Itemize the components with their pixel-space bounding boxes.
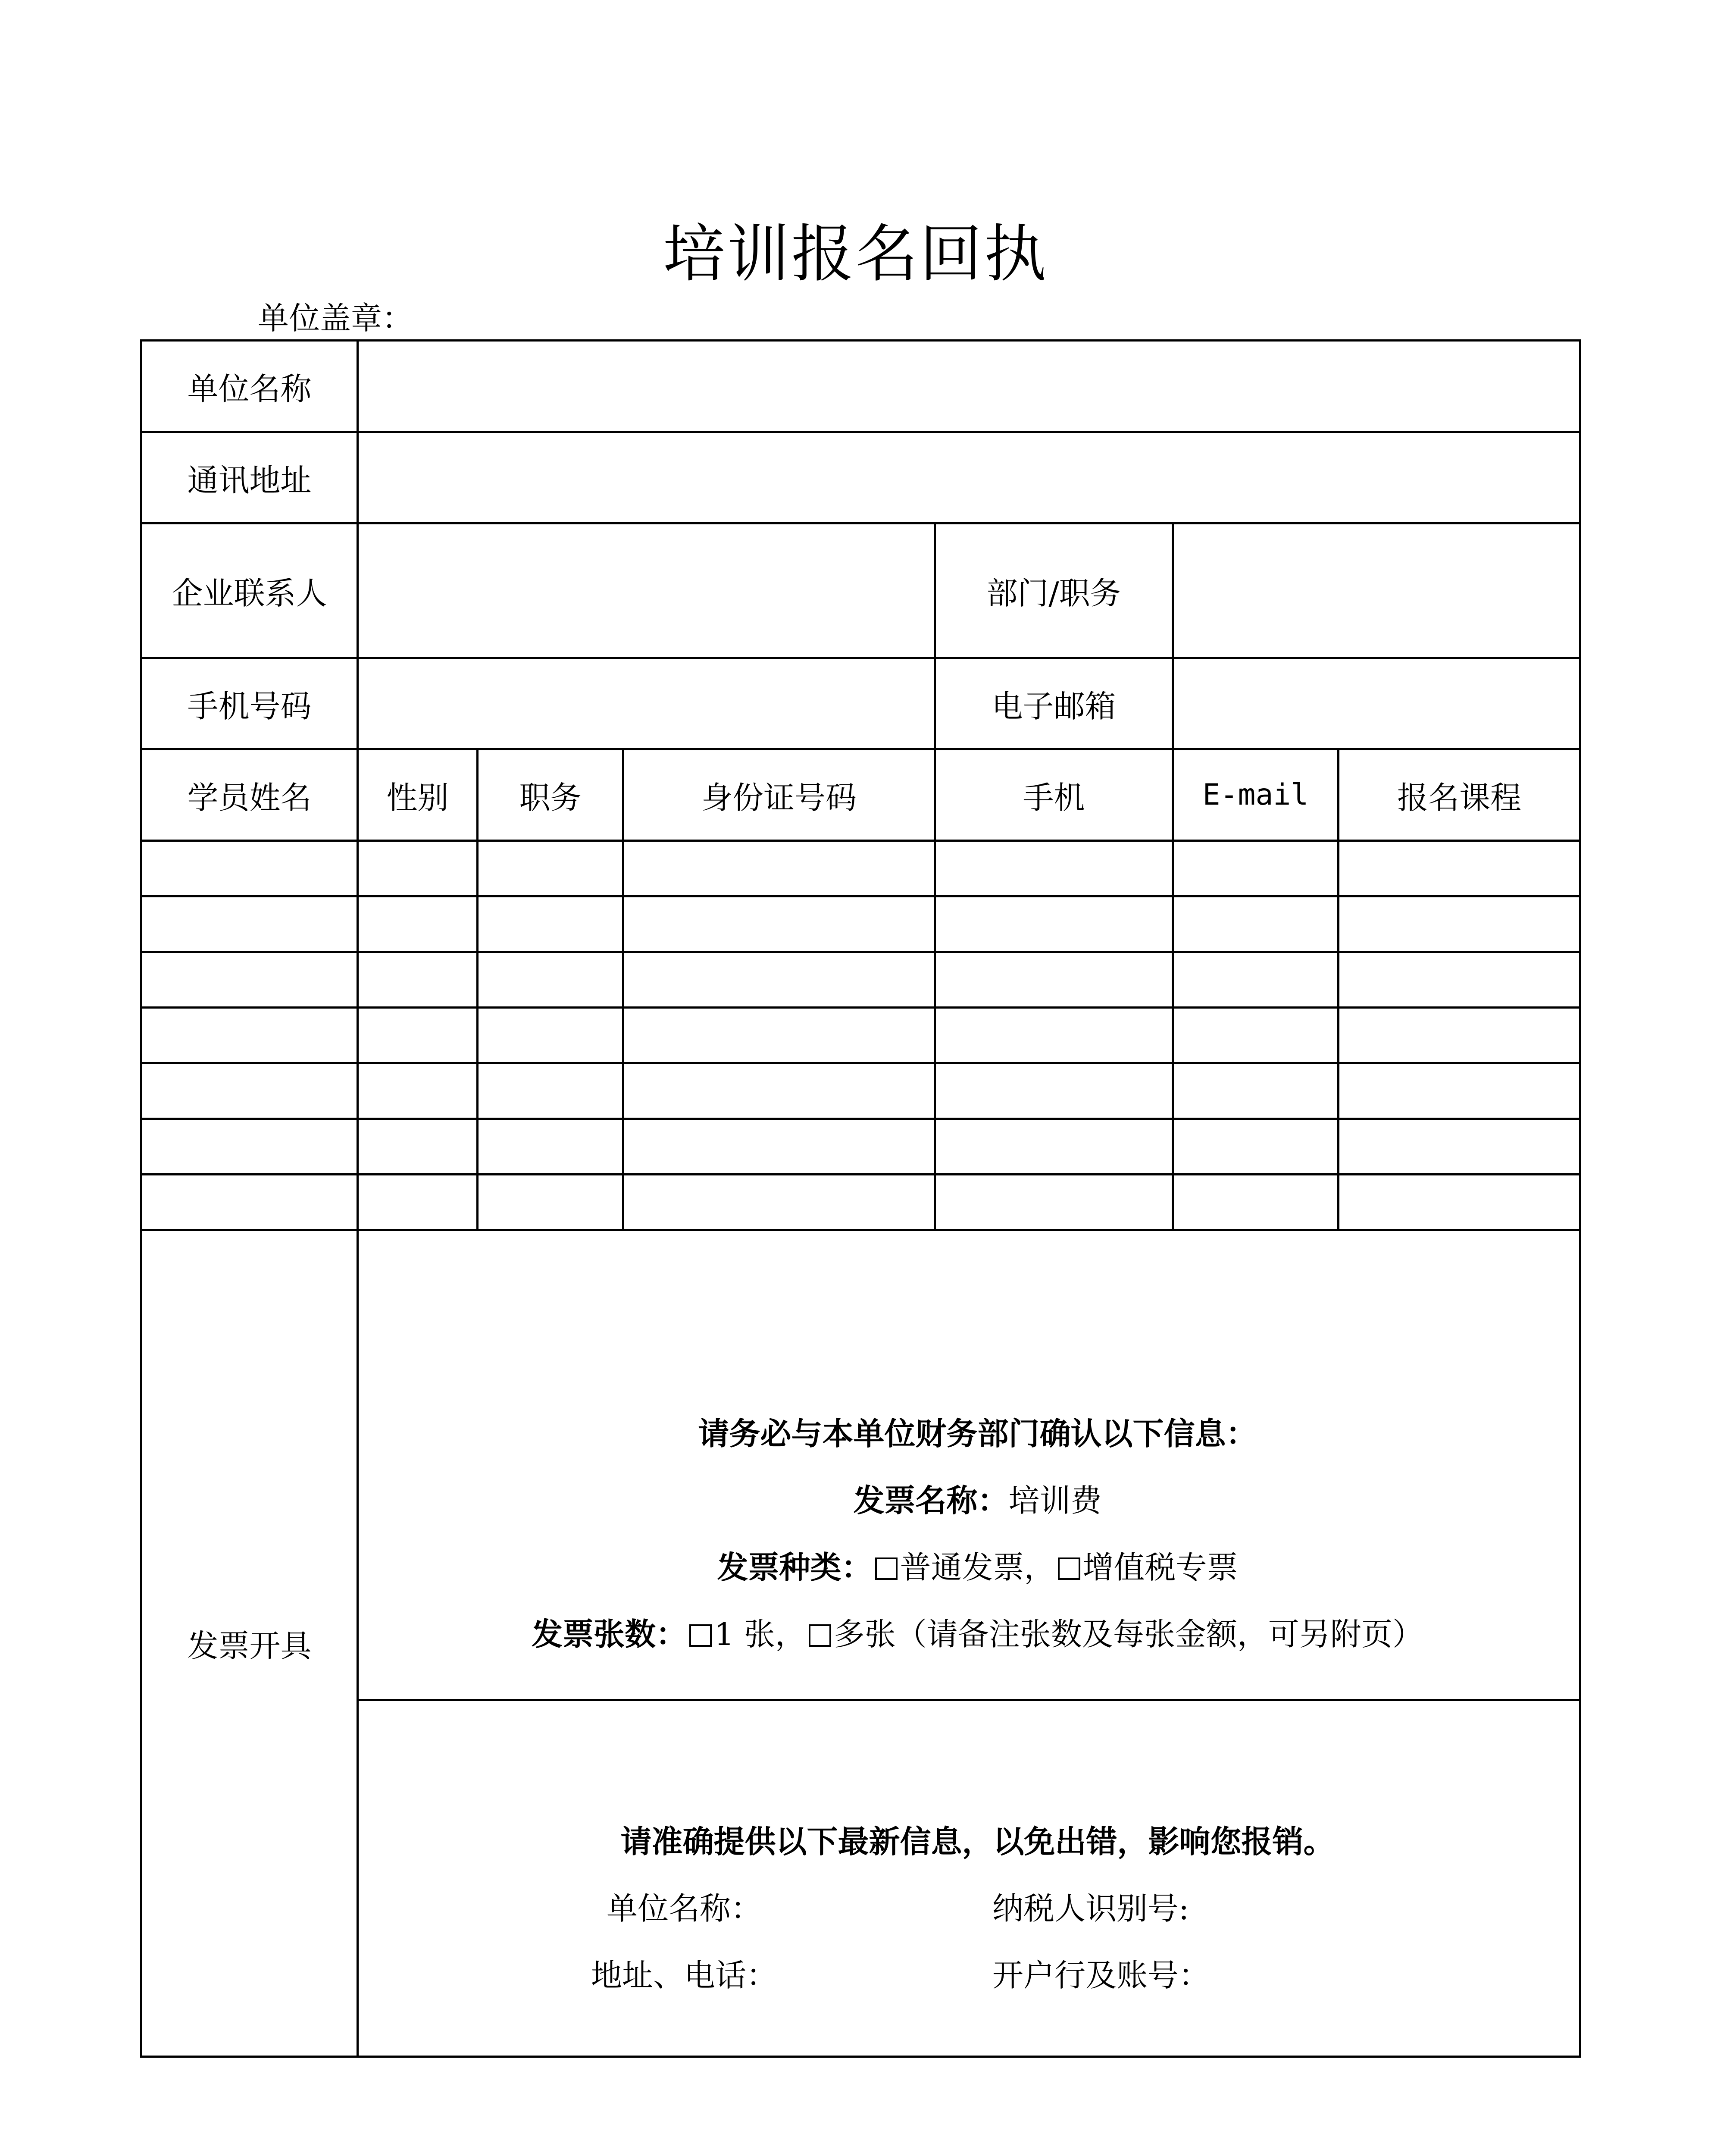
invoice-info-section	[358, 1700, 1580, 2057]
label-invoice: 发票开具	[141, 1230, 358, 2057]
cell[interactable]	[1339, 896, 1580, 952]
input-email[interactable]	[1173, 658, 1580, 749]
cell[interactable]	[1339, 1175, 1580, 1230]
cell[interactable]	[935, 841, 1173, 896]
cell[interactable]	[935, 1175, 1173, 1230]
label-dept-title: 部门/职务	[935, 523, 1173, 658]
invoice-info-heading: 请准确提供以下最新信息，以免出错，影响您报销。	[620, 1823, 1335, 1860]
cell[interactable]	[141, 1175, 358, 1230]
input-address[interactable]	[358, 432, 1580, 523]
cell[interactable]	[358, 896, 478, 952]
col-header-phone: 手机	[935, 749, 1173, 841]
input-company-name[interactable]	[358, 341, 1580, 432]
label-email: 电子邮箱	[935, 658, 1173, 749]
cell[interactable]	[623, 1063, 935, 1119]
cell[interactable]	[623, 952, 935, 1008]
invoice-name-value: 培训费	[1008, 1482, 1102, 1519]
label-contact: 企业联系人	[141, 523, 358, 658]
invoice-count-opt1: 1 张，	[714, 1616, 806, 1652]
cell[interactable]	[1173, 1063, 1339, 1119]
invoice-count-opt2: 多张（请备注张数及每张金额，可另附页）	[833, 1616, 1423, 1652]
cell[interactable]	[358, 1175, 478, 1230]
cell[interactable]	[623, 1119, 935, 1175]
table-row	[141, 1175, 1580, 1230]
invoice-count-label: 发票张数：	[532, 1616, 687, 1652]
cell[interactable]	[1339, 841, 1580, 896]
input-contact[interactable]	[358, 523, 935, 658]
cell[interactable]	[141, 1063, 358, 1119]
checkbox-one-invoice[interactable]	[689, 1624, 712, 1647]
checkbox-multiple-invoice[interactable]	[809, 1624, 831, 1647]
cell[interactable]	[935, 1063, 1173, 1119]
cell[interactable]	[358, 1119, 478, 1175]
table-row	[141, 1119, 1580, 1175]
cell[interactable]	[141, 1119, 358, 1175]
cell[interactable]	[141, 1008, 358, 1063]
cell[interactable]	[478, 896, 623, 952]
cell[interactable]	[358, 841, 478, 896]
cell[interactable]	[478, 841, 623, 896]
table-row	[141, 896, 1580, 952]
input-dept-title[interactable]	[1173, 523, 1580, 658]
input-mobile[interactable]	[358, 658, 935, 749]
cell[interactable]	[141, 896, 358, 952]
cell[interactable]	[623, 1175, 935, 1230]
invoice-type-line	[376, 1534, 1579, 1601]
trainee-header-row	[141, 749, 1580, 841]
cell[interactable]	[935, 1119, 1173, 1175]
cell[interactable]	[1173, 1008, 1339, 1063]
col-header-course: 报名课程	[1339, 749, 1580, 841]
checkbox-vat-invoice[interactable]	[1058, 1557, 1080, 1580]
cell[interactable]	[1173, 1175, 1339, 1230]
invoice-info-row-1	[376, 1875, 1579, 1942]
label-mobile: 手机号码	[141, 658, 358, 749]
stamp-label: 单位盖章：	[258, 300, 413, 336]
col-header-position: 职务	[478, 749, 623, 841]
invoice-name-line	[376, 1467, 1579, 1534]
cell[interactable]	[935, 952, 1173, 1008]
invoice-type-label: 发票种类：	[717, 1549, 873, 1586]
col-header-email: E-mail	[1173, 749, 1339, 841]
table-row	[141, 1063, 1580, 1119]
cell[interactable]	[1339, 1008, 1580, 1063]
cell[interactable]	[1173, 1119, 1339, 1175]
invoice-address-phone-label: 地址、电话：	[591, 1957, 777, 1993]
label-company-name: 单位名称	[141, 341, 358, 432]
invoice-name-label: 发票名称：	[853, 1482, 1009, 1519]
cell[interactable]	[1339, 1063, 1580, 1119]
cell[interactable]	[1173, 896, 1339, 952]
cell[interactable]	[478, 1008, 623, 1063]
cell[interactable]	[478, 952, 623, 1008]
checkbox-regular-invoice[interactable]	[875, 1557, 898, 1580]
table-row	[141, 841, 1580, 896]
invoice-company-name-label: 单位名称：	[606, 1890, 762, 1927]
cell[interactable]	[478, 1175, 623, 1230]
invoice-tax-id-label: 纳税人识别号:	[992, 1890, 1189, 1927]
col-header-gender: 性别	[358, 749, 478, 841]
table-row	[141, 1008, 1580, 1063]
cell[interactable]	[935, 1008, 1173, 1063]
cell[interactable]	[141, 952, 358, 1008]
cell[interactable]	[623, 841, 935, 896]
registration-form	[140, 339, 1581, 2058]
cell[interactable]	[623, 896, 935, 952]
col-header-name: 学员姓名	[141, 749, 358, 841]
invoice-count-line	[376, 1601, 1579, 1668]
cell[interactable]	[1339, 952, 1580, 1008]
cell[interactable]	[358, 1063, 478, 1119]
cell[interactable]	[358, 952, 478, 1008]
invoice-confirm-heading: 请务必与本单位财务部门确认以下信息：	[698, 1415, 1257, 1452]
cell[interactable]	[141, 841, 358, 896]
cell[interactable]	[1339, 1119, 1580, 1175]
table-row	[141, 952, 1580, 1008]
cell[interactable]	[358, 1008, 478, 1063]
invoice-info-row-2	[376, 1942, 1579, 2009]
cell[interactable]	[623, 1008, 935, 1063]
label-address: 通讯地址	[141, 432, 358, 523]
cell[interactable]	[935, 896, 1173, 952]
invoice-type-opt1: 普通发票，	[900, 1549, 1055, 1586]
cell[interactable]	[478, 1119, 623, 1175]
page-title: 培训报名回执	[663, 218, 1048, 291]
cell[interactable]	[478, 1063, 623, 1119]
invoice-confirm-section	[358, 1230, 1580, 1700]
col-header-id-number: 身份证号码	[623, 749, 935, 841]
invoice-bank-account-label: 开户行及账号：	[992, 1957, 1210, 1993]
cell[interactable]	[1173, 841, 1339, 896]
invoice-type-opt2: 增值税专票	[1082, 1549, 1238, 1586]
cell[interactable]	[1173, 952, 1339, 1008]
